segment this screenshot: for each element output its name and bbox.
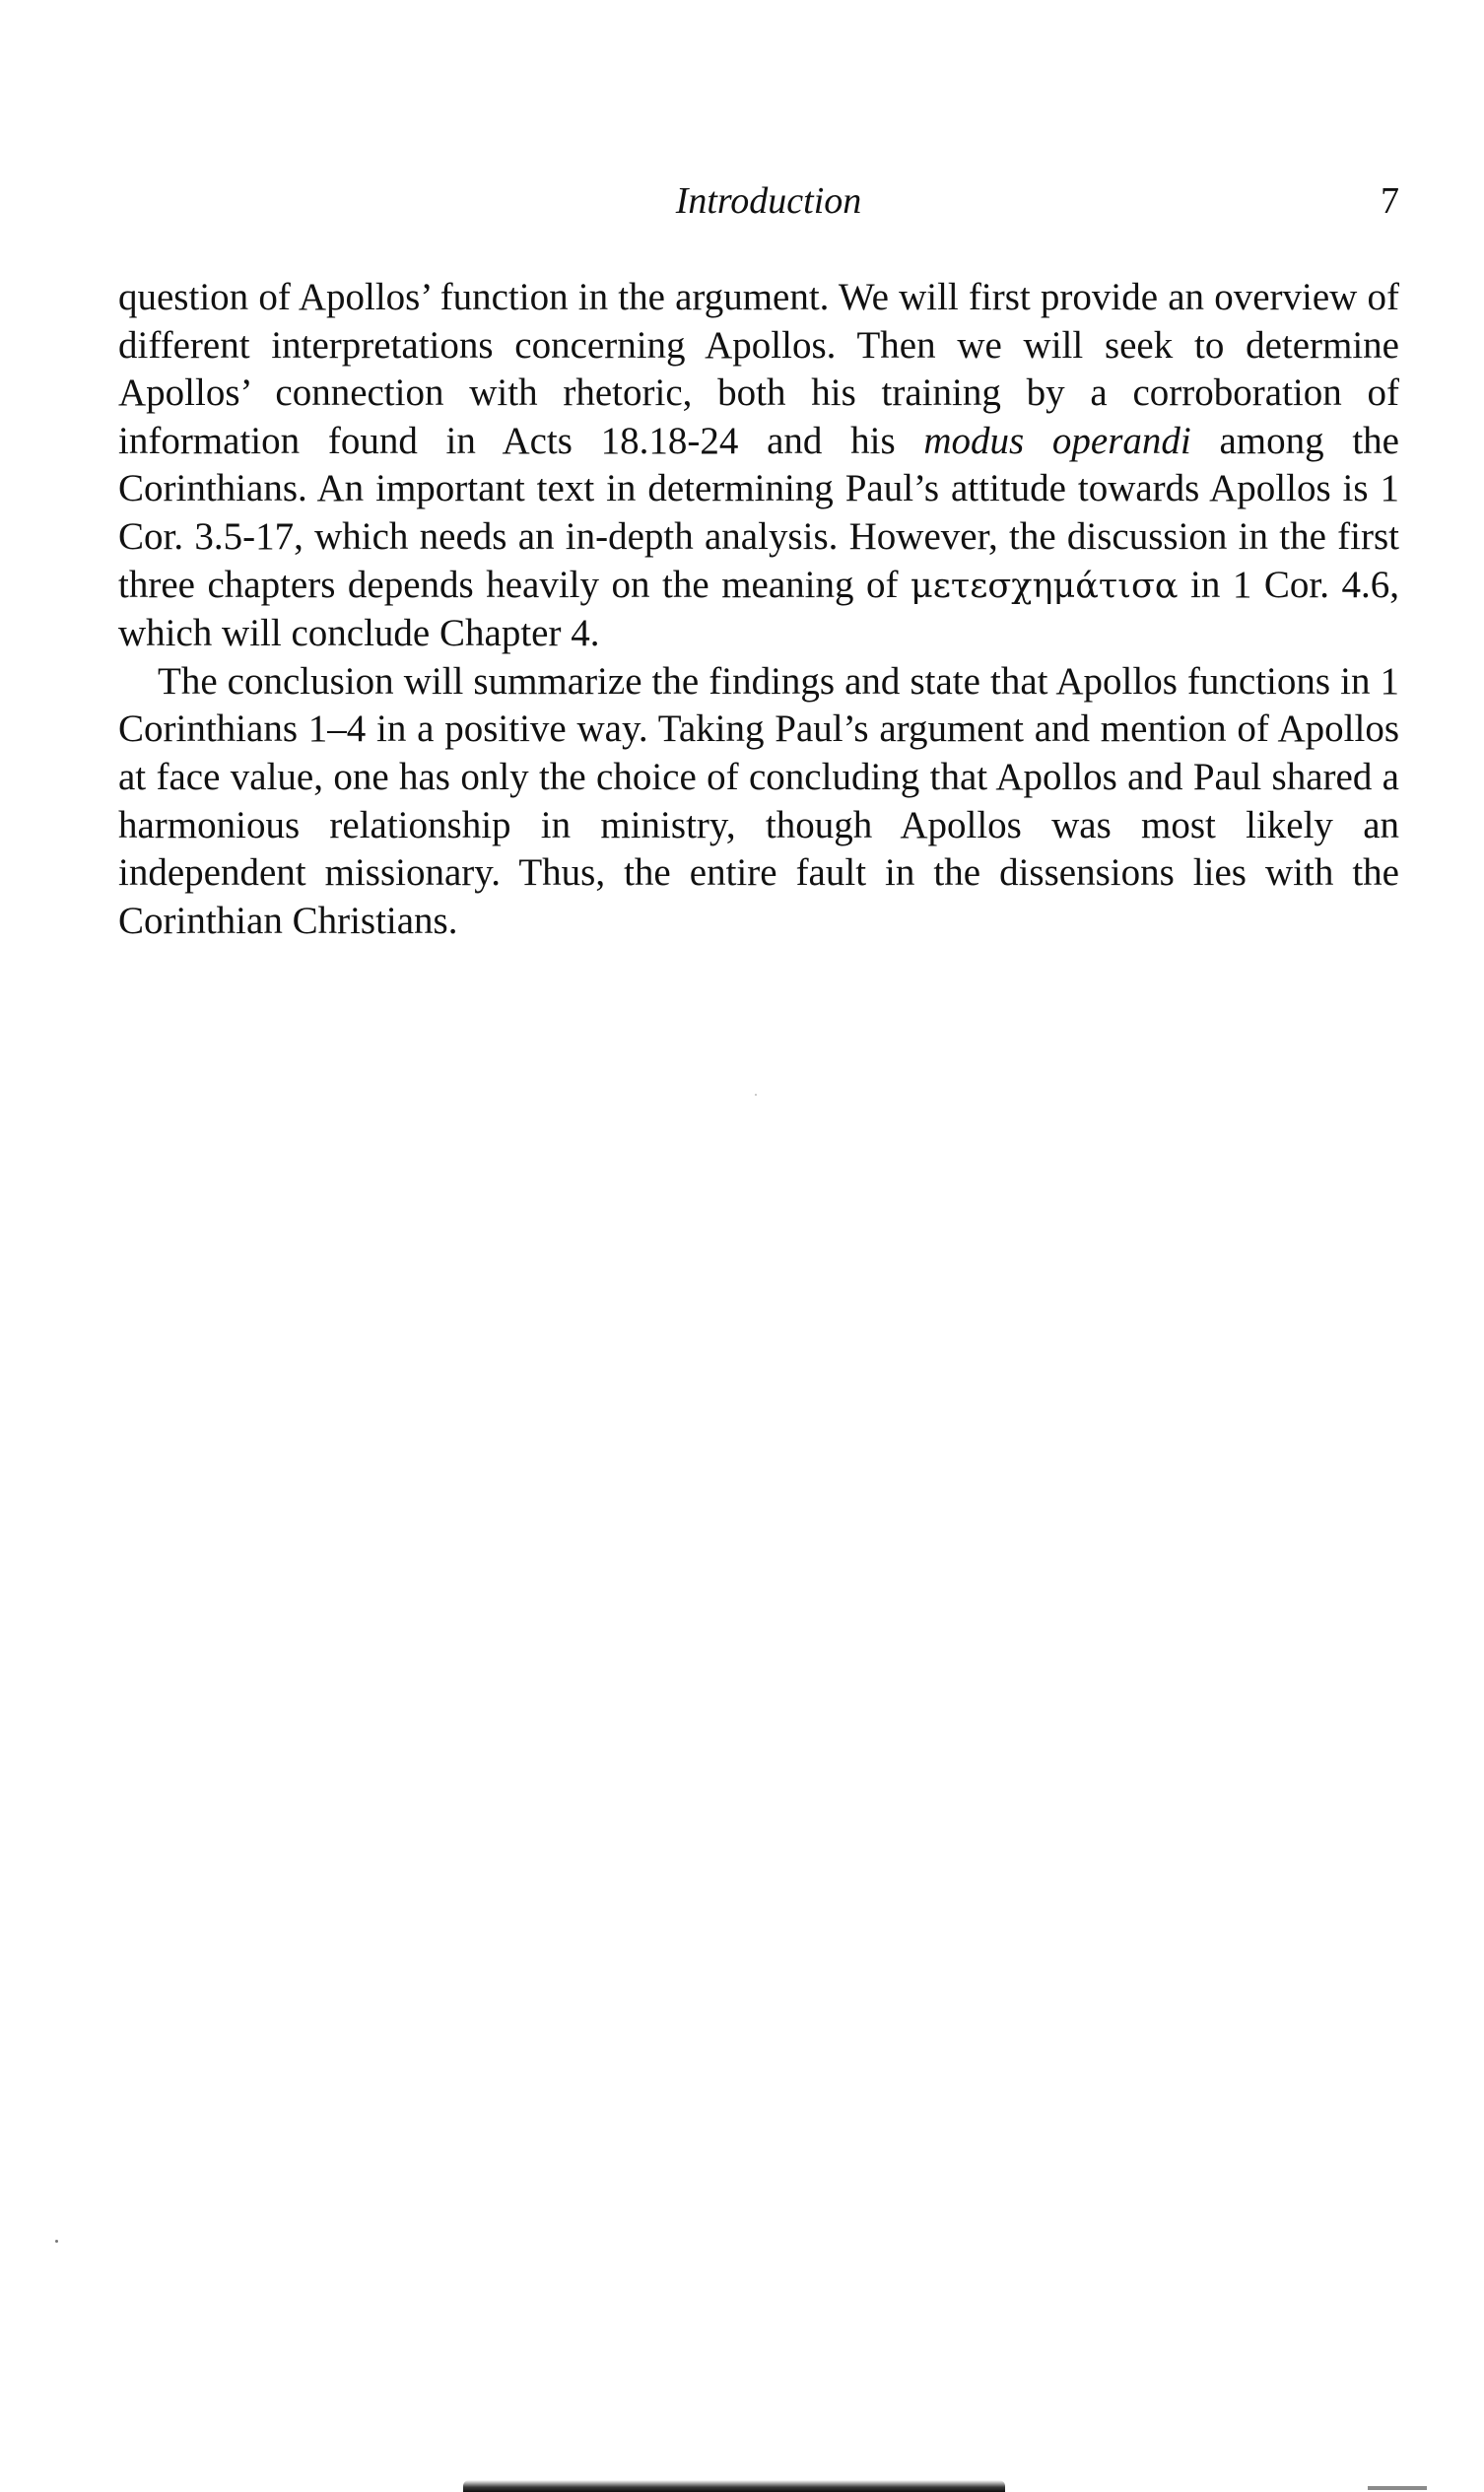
page-number: 7	[1381, 180, 1399, 222]
paragraph-1	[118, 274, 1399, 658]
paragraph-1-text-b: among the Corinthians. An important text in determining Paul’s attitude towards Apollos is 1 Cor. 3.5-17, which needs an in-depth analysis. However, the discussion in the first three chapters depends heavily on the meaning of	[118, 419, 1399, 606]
scan-speck	[55, 2240, 58, 2243]
running-head: Introduction	[675, 180, 862, 222]
body-text	[118, 274, 1399, 945]
paragraph-1-text-c: in 1 Cor. 4.6, which will conclude Chapter 4.	[118, 563, 1399, 655]
greek-word: μετεσχημάτισα	[911, 566, 1179, 606]
scan-speck	[755, 1094, 757, 1096]
footer-scan-artifact	[1368, 2486, 1427, 2490]
page-header	[118, 173, 1399, 233]
footer-scan-artifact	[463, 2480, 1005, 2492]
paragraph-1-text-a: question of Apollos’ function in the argument. We will first provide an overview of different interpretations concerning Apollos. Then we will seek to determine Apollos’ connection with rhetoric, both his training by a corroboration of information found in Acts 18.18-24 and his	[118, 276, 1399, 462]
paragraph-1-italic-phrase: modus operandi	[923, 419, 1191, 462]
paragraph-2: The conclusion will summarize the findings and state that Apollos functions in 1 Corinthians 1–4 in a positive way. Taking Paul’s argument and mention of Apollos at face value, one has only the choice of concluding that Apollos and Paul shared a harmonious relationship in ministry, though Apollos was most likely an independent missionary. Thus, the entire fault in the dissensions lies with the Corinthian Christians.	[118, 659, 1399, 942]
